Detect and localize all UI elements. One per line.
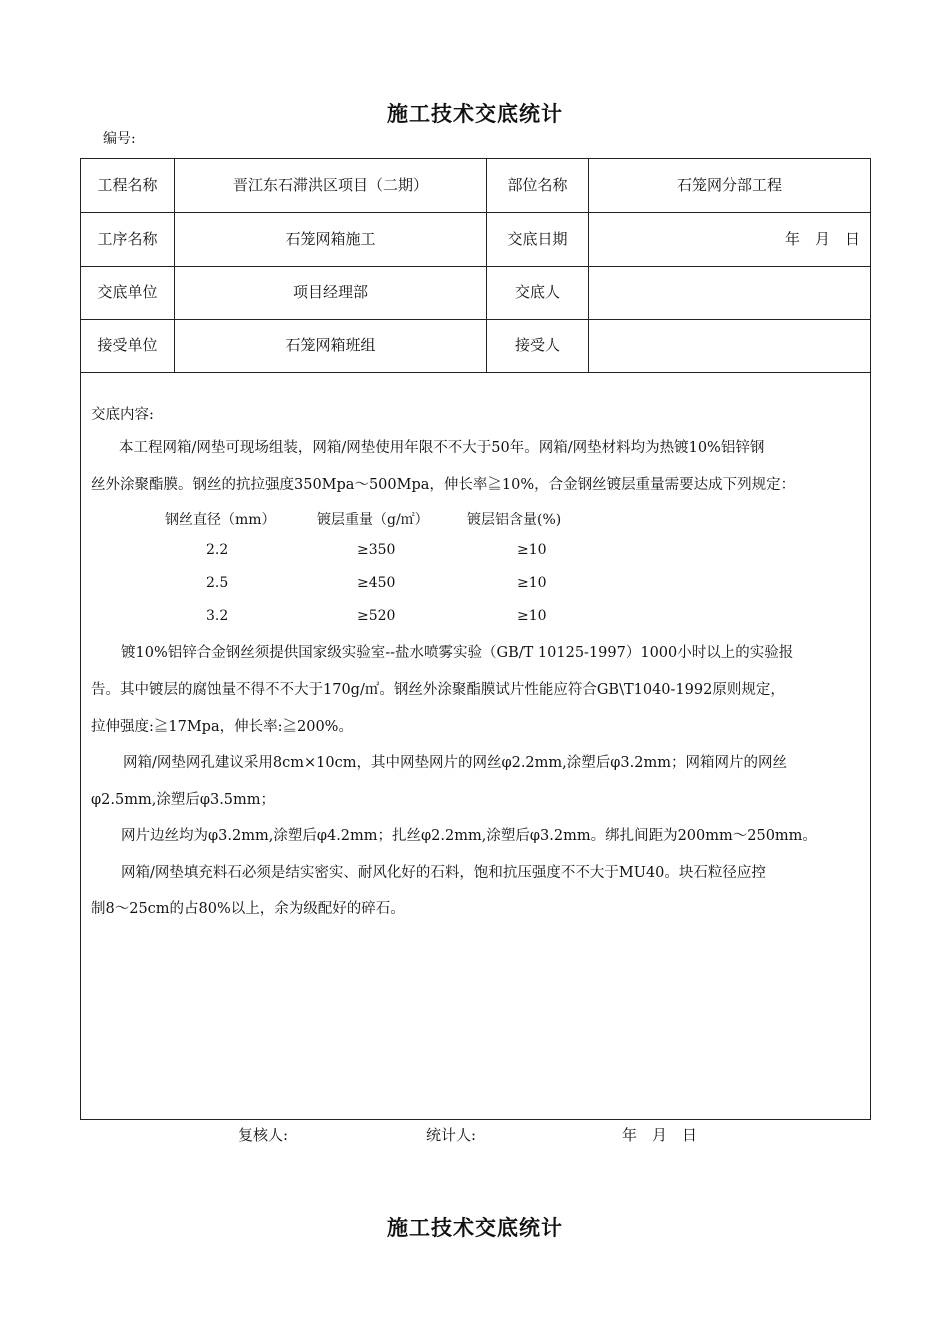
label-receiving-unit: 接受单位 [81, 319, 175, 372]
table-row [81, 319, 870, 373]
content-line: 丝外涂聚酯膜。钢丝的抗拉强度350Mpa～500Mpa，伸长率≧10%，合金钢丝镀层重量需要达成下列规定： [91, 477, 796, 493]
spec-header-aluminum: 镀层铝含量(%) [467, 512, 562, 528]
value-disclosure-date: 年 月 日 [784, 230, 860, 248]
spec-cell: ≥350 [357, 542, 396, 558]
content-line: 镀10%铝锌合金钢丝须提供国家级实验室--盐水喷雾实验（GB/T 10125-1997）1000小时以上的实验报 [121, 645, 794, 661]
content-line: φ2.5mm,涂塑后φ3.5mm； [91, 792, 276, 808]
content-line: 网箱/网垫填充料石必须是结实密实、耐风化好的石料，饱和抗压强度不不大于MU40。块石粒径应控 [121, 865, 766, 881]
label-receiver: 接受人 [487, 319, 589, 372]
content-line: 告。其中镀层的腐蚀量不得不不大于170g/㎡。钢丝外涂聚酯膜试片性能应符合GB\T1040-1992原则规定， [91, 682, 785, 698]
disclosure-form [80, 158, 871, 1120]
content-line: 本工程网箱/网垫可现场组装，网箱/网垫使用年限不不大于50年。网箱/网垫材料均为热镀10%铝锌钢 [119, 440, 765, 456]
label-disclosing-unit: 交底单位 [81, 266, 175, 319]
spec-header-weight: 镀层重量（g/㎡） [317, 512, 429, 528]
spec-header-diameter: 钢丝直径（mm） [165, 512, 276, 528]
label-disclosure-date: 交底日期 [487, 213, 589, 266]
footer-date: 年 月 日 [622, 1126, 698, 1144]
table-row [81, 266, 870, 320]
spec-cell: ≥10 [517, 542, 547, 558]
content-line: 网箱/网垫网孔建议采用8cm×10cm，其中网垫网片的网丝φ2.2mm,涂塑后φ3.2mm；网箱网片的网丝 [123, 755, 787, 771]
label-section-name: 部位名称 [487, 159, 589, 212]
label-discloser: 交底人 [487, 266, 589, 319]
spec-cell: ≥450 [357, 575, 396, 591]
spec-cell: 3.2 [206, 608, 229, 624]
reviewer-label: 复核人: [238, 1126, 289, 1144]
content-line: 拉伸强度:≧17Mpa，伸长率:≧200%。 [91, 719, 353, 735]
value-receiving-unit: 石笼网箱班组 [175, 319, 487, 372]
spec-cell: ≥10 [517, 608, 547, 624]
content-line: 网片边丝均为φ3.2mm,涂塑后φ4.2mm；扎丝φ2.2mm,涂塑后φ3.2mm。绑扎间距为200mm～250mm。 [121, 828, 817, 844]
label-process-name: 工序名称 [81, 213, 175, 266]
spec-cell: ≥520 [357, 608, 396, 624]
counter-label: 统计人: [426, 1126, 477, 1144]
value-receiver [589, 319, 870, 372]
table-row [81, 213, 870, 267]
spec-cell: ≥10 [517, 575, 547, 591]
spec-cell: 2.5 [206, 575, 229, 591]
value-disclosing-unit: 项目经理部 [175, 266, 487, 319]
serial-number-label: 编号: [103, 131, 136, 147]
table-row [81, 159, 870, 213]
value-process-name: 石笼网箱施工 [175, 213, 487, 266]
spec-cell: 2.2 [206, 542, 229, 558]
page-title: 施工技术交底统计 [387, 101, 563, 126]
label-project-name: 工程名称 [81, 159, 175, 212]
value-section-name: 石笼网分部工程 [676, 176, 782, 194]
page-title-repeat: 施工技术交底统计 [387, 1215, 563, 1240]
value-discloser [589, 266, 870, 319]
content-line: 制8～25cm的占80%以上，余为级配好的碎石。 [91, 901, 405, 917]
content-heading: 交底内容: [91, 407, 154, 423]
value-project-name: 晋江东石滞洪区项目（二期） [175, 159, 487, 212]
